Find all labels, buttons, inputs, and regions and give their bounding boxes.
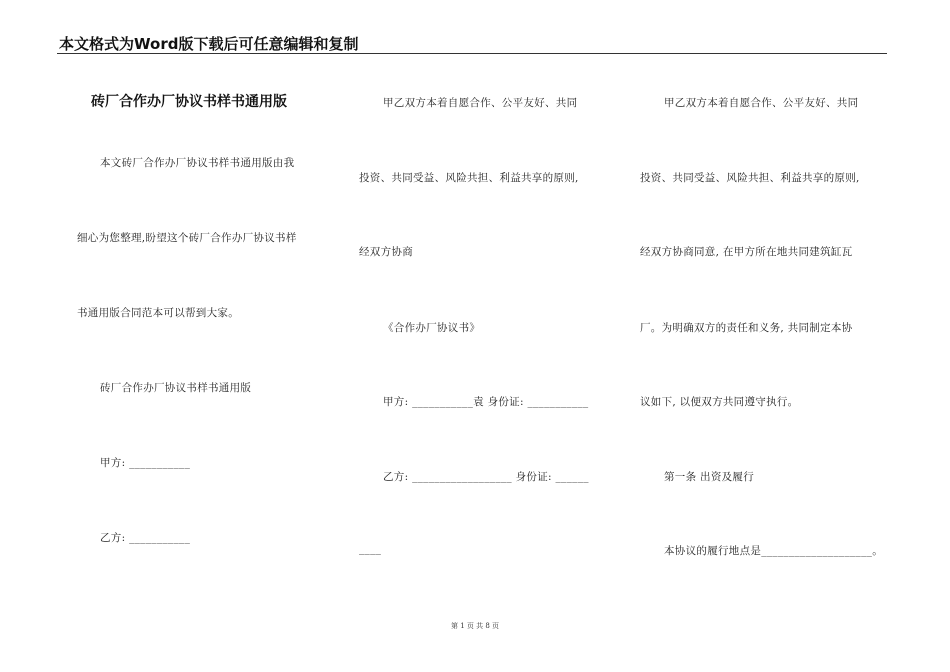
intro-line-1: 本文砖厂合作办厂协议书样书通用版由我 <box>100 157 295 169</box>
party-b-id-field: 乙方: __________________ 身份证: ______ <box>383 471 589 483</box>
col3-line-2: 投资、共同受益、风险共担、利益共享的原则, <box>640 172 860 184</box>
col3-line-5: 议如下, 以便双方共同遵守执行。 <box>640 396 799 408</box>
col3-line-4: 厂。为明确双方的责任和义务, 共同制定本协 <box>640 322 853 334</box>
document-header-title: 本文格式为Word版下载后可任意编辑和复制 <box>59 35 359 53</box>
party-a-id-field: 甲方: ___________袁 身份证: ___________ <box>383 396 589 408</box>
agreement-subtitle: 砖厂合作办厂协议书样书通用版 <box>100 382 252 394</box>
col2-line-1: 甲乙双方本着自愿合作、公平友好、共同 <box>383 97 578 109</box>
agreement-name: 《合作办厂协议书》 <box>383 322 481 334</box>
article-1-heading: 第一条 出资及履行 <box>664 471 755 483</box>
col3-line-1: 甲乙双方本着自愿合作、公平友好、共同 <box>664 97 859 109</box>
col3-line-3: 经双方协商同意, 在甲方所在地共同建筑缸瓦 <box>640 246 853 258</box>
intro-line-2: 细心为您整理,盼望这个砖厂合作办厂协议书样 <box>77 232 297 244</box>
document-title: 砖厂合作办厂协议书样书通用版 <box>91 94 287 110</box>
col2-line-3: 经双方协商 <box>359 246 413 258</box>
col2-line-2: 投资、共同受益、风险共担、利益共享的原则, <box>359 172 579 184</box>
id-field-continuation: ____ <box>359 543 382 555</box>
party-b-field: 乙方: ___________ <box>100 532 191 544</box>
performance-location-field: 本协议的履行地点是____________________。 <box>664 545 883 557</box>
page-number: 第 1 页 共 8 页 <box>450 622 500 630</box>
party-a-field: 甲方: ___________ <box>100 457 191 469</box>
header-divider <box>57 53 887 54</box>
intro-line-3: 书通用版合同范本可以帮到大家。 <box>77 307 239 319</box>
